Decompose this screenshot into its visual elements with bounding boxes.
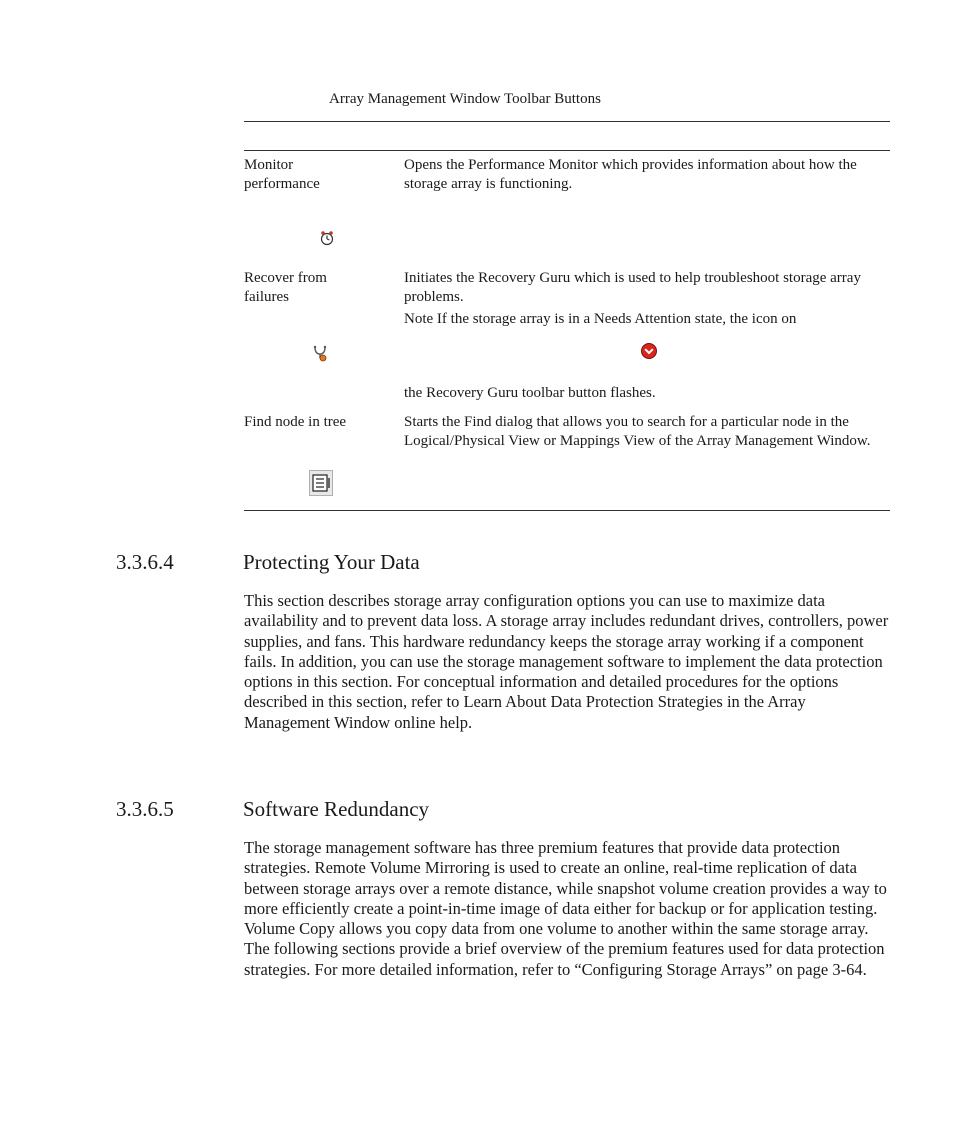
recovery-guru-icon xyxy=(312,344,330,367)
table-row-description: Starts the Find dialog that allows you to search for a particular node in the Logical/Physical View or Mappings View of the Array Management Window. xyxy=(404,414,871,449)
table-row-note: Note If the storage array is in a Needs Attention state, the icon on xyxy=(404,311,797,327)
section-body: The storage management software has three premium features that provide data protection strategies. Remote Volume Mirroring is used to create an online, real-time replication of data between storage arrays over a remote distance, while snapshot volume creation provides a way to more efficiently create a point-in-time image of data either for backup or for application testing. Volume Copy allows you copy data from one volume to another within the same storage array. The following sections provide a brief overview of the premium features used for data protection strategies. For more detailed information, refer to “Configuring Storage Arrays” on page 3-64. xyxy=(244,838,887,979)
needs-attention-icon xyxy=(640,342,658,365)
section-title: Software Redundancy xyxy=(243,797,430,821)
table-row-name: Monitor performance xyxy=(244,157,320,192)
table-top-rule xyxy=(244,121,890,122)
table-bottom-rule xyxy=(244,510,890,511)
section-number: 3.3.6.5 xyxy=(116,797,174,821)
section-title: Protecting Your Data xyxy=(243,550,420,574)
performance-monitor-icon xyxy=(319,230,335,251)
table-row-name: Recover from failures xyxy=(244,270,327,305)
table-row-name: Find node in tree xyxy=(244,414,347,430)
find-node-icon xyxy=(309,470,333,501)
section-number: 3.3.6.4 xyxy=(116,550,174,574)
table-row-description: Initiates the Recovery Guru which is used to help troubleshoot storage array problems. xyxy=(404,270,861,305)
table-caption: Array Management Window Toolbar Buttons xyxy=(329,91,601,107)
table-row-note-end: the Recovery Guru toolbar button flashes. xyxy=(404,385,656,401)
table-header-rule xyxy=(244,150,890,151)
table-row-description: Opens the Performance Monitor which provides information about how the storage array is functioning. xyxy=(404,157,857,192)
section-body: This section describes storage array configuration options you can use to maximize data availability and to prevent data loss. A storage array includes redundant drives, controllers, power supplies, and fans. This hardware redundancy keeps the storage array working if a component fails. In addition, you can use the storage management software to implement the data protection options in this section. For conceptual information and detailed procedures for the options described in this section, refer to Learn About Data Protection Strategies in the Array Management Window online help. xyxy=(244,591,889,732)
